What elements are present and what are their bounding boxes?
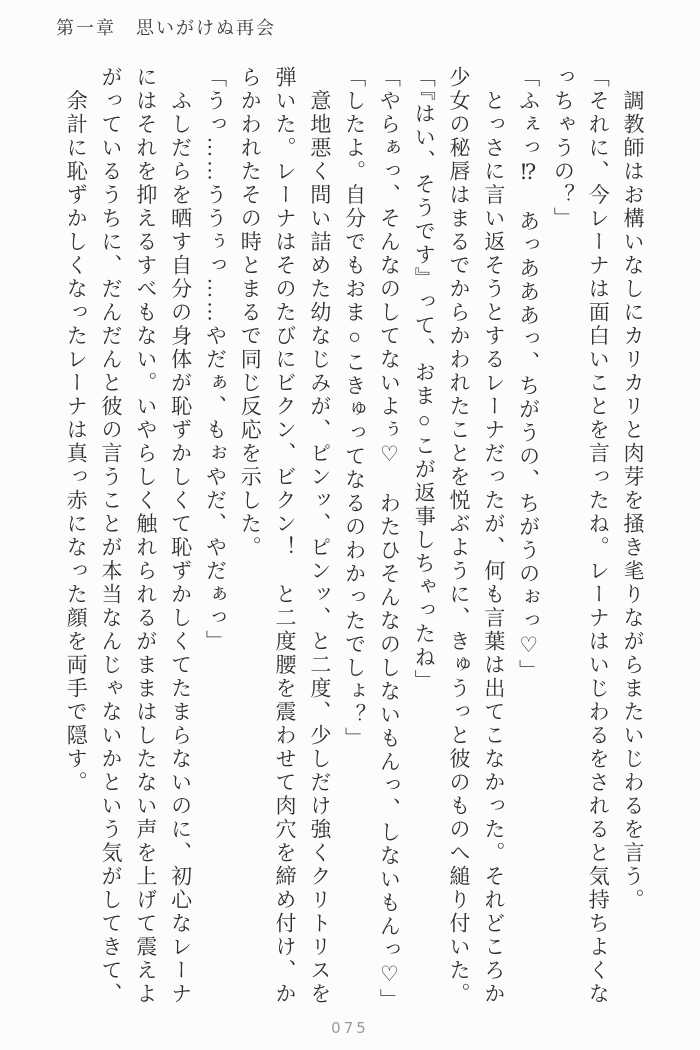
- chapter-header: 第一章 思いがけぬ再会: [56, 18, 276, 38]
- text-line: 「『はい、そうです』って、おま○こが返事しちゃったね」: [412, 66, 437, 693]
- text-line: 「ふぇっ⁉ あっあああっ、ちがうの、ちがうのぉっ♡」: [516, 66, 541, 683]
- text-line: 調教師はお構いなしにカリカリと肉芽を掻き毟りながらまたいじわるを言う。: [621, 66, 645, 912]
- text-line: 少女の秘唇はまるでからかわれたことを悦ぶように、きゅうっと彼のものへ縋り付いた。: [447, 66, 472, 1006]
- text-line: がっているうちに、だんだんと彼の言うことが本当なんじゃないかという気がしてきて、: [99, 66, 124, 1006]
- text-line: 「うっ……ううぅっ……やだぁ、もぉやだ、やだぁっ」: [203, 66, 228, 654]
- text-line: 「それに、今レーナは面白いことを言ったね。レーナはいじわるをされると気持ちよくな: [586, 66, 611, 1006]
- text-line: らかわれたその時とまるで同じ反応を示した。: [238, 66, 263, 560]
- text-line: ふしだらを晒す自分の身体が恥ずかしくて恥ずかしくてたまらないのに、初心なレーナ: [168, 66, 193, 1006]
- text-line: 「やらぁっ、そんなのしてないよぅ♡ わたひそんなのしないもんっ、しないもんっ♡」: [377, 66, 402, 1012]
- page-number: 075: [331, 1019, 369, 1037]
- text-line: 余計に恥ずかしくなったレーナは真っ赤になった顔を両手で隠す。: [64, 66, 89, 795]
- text-line: 弾いた。レーナはそのたびにビクン、ビクン！ と二度腰を震わせて肉穴を締め付け、か: [273, 66, 298, 1006]
- text-line: にはそれを抑えるすべもない。いやらしく触れられるがままはしたない声を上げて震えよ: [133, 66, 158, 1006]
- text-line: っちゃうの？」: [551, 66, 576, 231]
- body-text: [58, 66, 650, 1010]
- text-line: 「したよ。自分でもおま○こきゅってなるのわかったでしょ？」: [342, 66, 367, 751]
- text-line: 意地悪く問い詰めた幼なじみが、ピンッ、ピンッ、と二度、少しだけ強くクリトリスを: [307, 66, 332, 1006]
- text-line: とっさに言い返そうとするレーナだったが、何も言葉は出てこなかった。それどころか: [481, 66, 506, 1006]
